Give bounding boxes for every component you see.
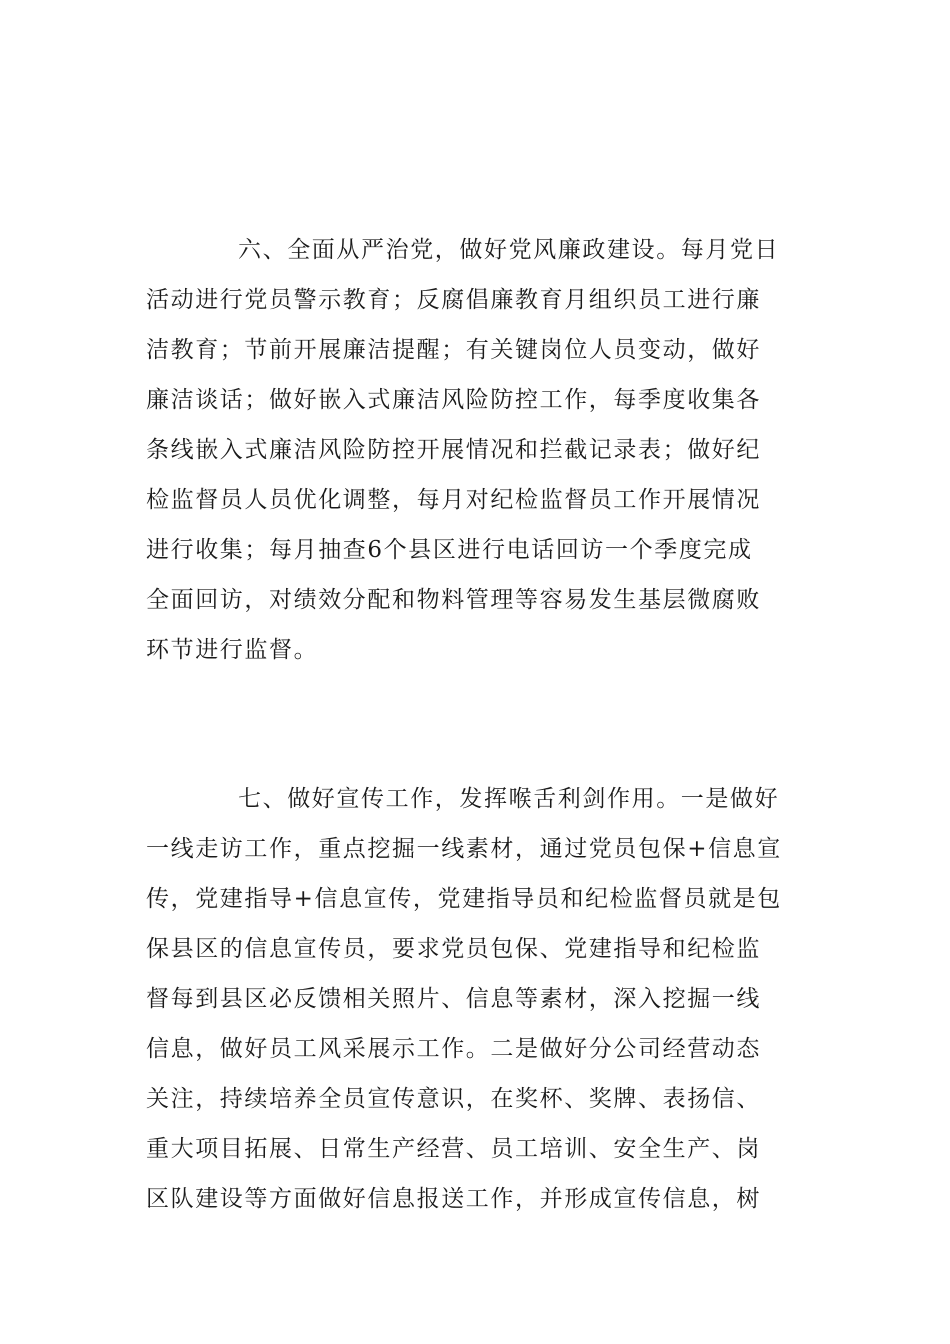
paragraph-line: 进行收集；每月抽查6个县区进行电话回访一个季度完成 (146, 537, 753, 563)
paragraph-line: 关注，持续培养全员宣传意识，在奖杯、奖牌、表扬信、 (146, 1086, 761, 1112)
paragraph-line: 传，党建指导+信息宣传，党建指导员和纪检监督员就是包 (146, 886, 782, 912)
paragraph-line: 六、全面从严治党，做好党风廉政建设。每月党日 (238, 237, 780, 263)
paragraph-line: 信息，做好员工风采展示工作。二是做好分公司经营动态 (146, 1036, 761, 1062)
paragraph-line: 全面回访，对绩效分配和物料管理等容易发生基层微腐败 (146, 587, 761, 613)
paragraph-line: 廉洁谈话；做好嵌入式廉洁风险防控工作，每季度收集各 (146, 387, 761, 413)
paragraph-line: 督每到县区必反馈相关照片、信息等素材，深入挖掘一线 (146, 986, 761, 1012)
paragraph-line: 区队建设等方面做好信息报送工作，并形成宣传信息，树 (146, 1186, 761, 1212)
paragraph-line: 条线嵌入式廉洁风险防控开展情况和拦截记录表；做好纪 (146, 437, 761, 463)
paragraph-line: 环节进行监督。 (146, 637, 319, 663)
paragraph-line: 洁教育；节前开展廉洁提醒；有关键岗位人员变动，做好 (146, 337, 761, 363)
paragraph-line: 活动进行党员警示教育；反腐倡廉教育月组织员工进行廉 (146, 287, 761, 313)
paragraph-seven-publicity (146, 774, 806, 1224)
paragraph-line: 保县区的信息宣传员，要求党员包保、党建指导和纪检监 (146, 936, 761, 962)
paragraph-line: 重大项目拓展、日常生产经营、员工培训、安全生产、岗 (146, 1136, 761, 1162)
paragraph-six-party-conduct (146, 225, 806, 675)
paragraph-line: 七、做好宣传工作，发挥喉舌利剑作用。一是做好 (238, 786, 780, 812)
paragraph-line: 检监督员人员优化调整，每月对纪检监督员工作开展情况 (146, 487, 761, 513)
paragraph-line: 一线走访工作，重点挖掘一线素材，通过党员包保+信息宣 (146, 836, 782, 862)
